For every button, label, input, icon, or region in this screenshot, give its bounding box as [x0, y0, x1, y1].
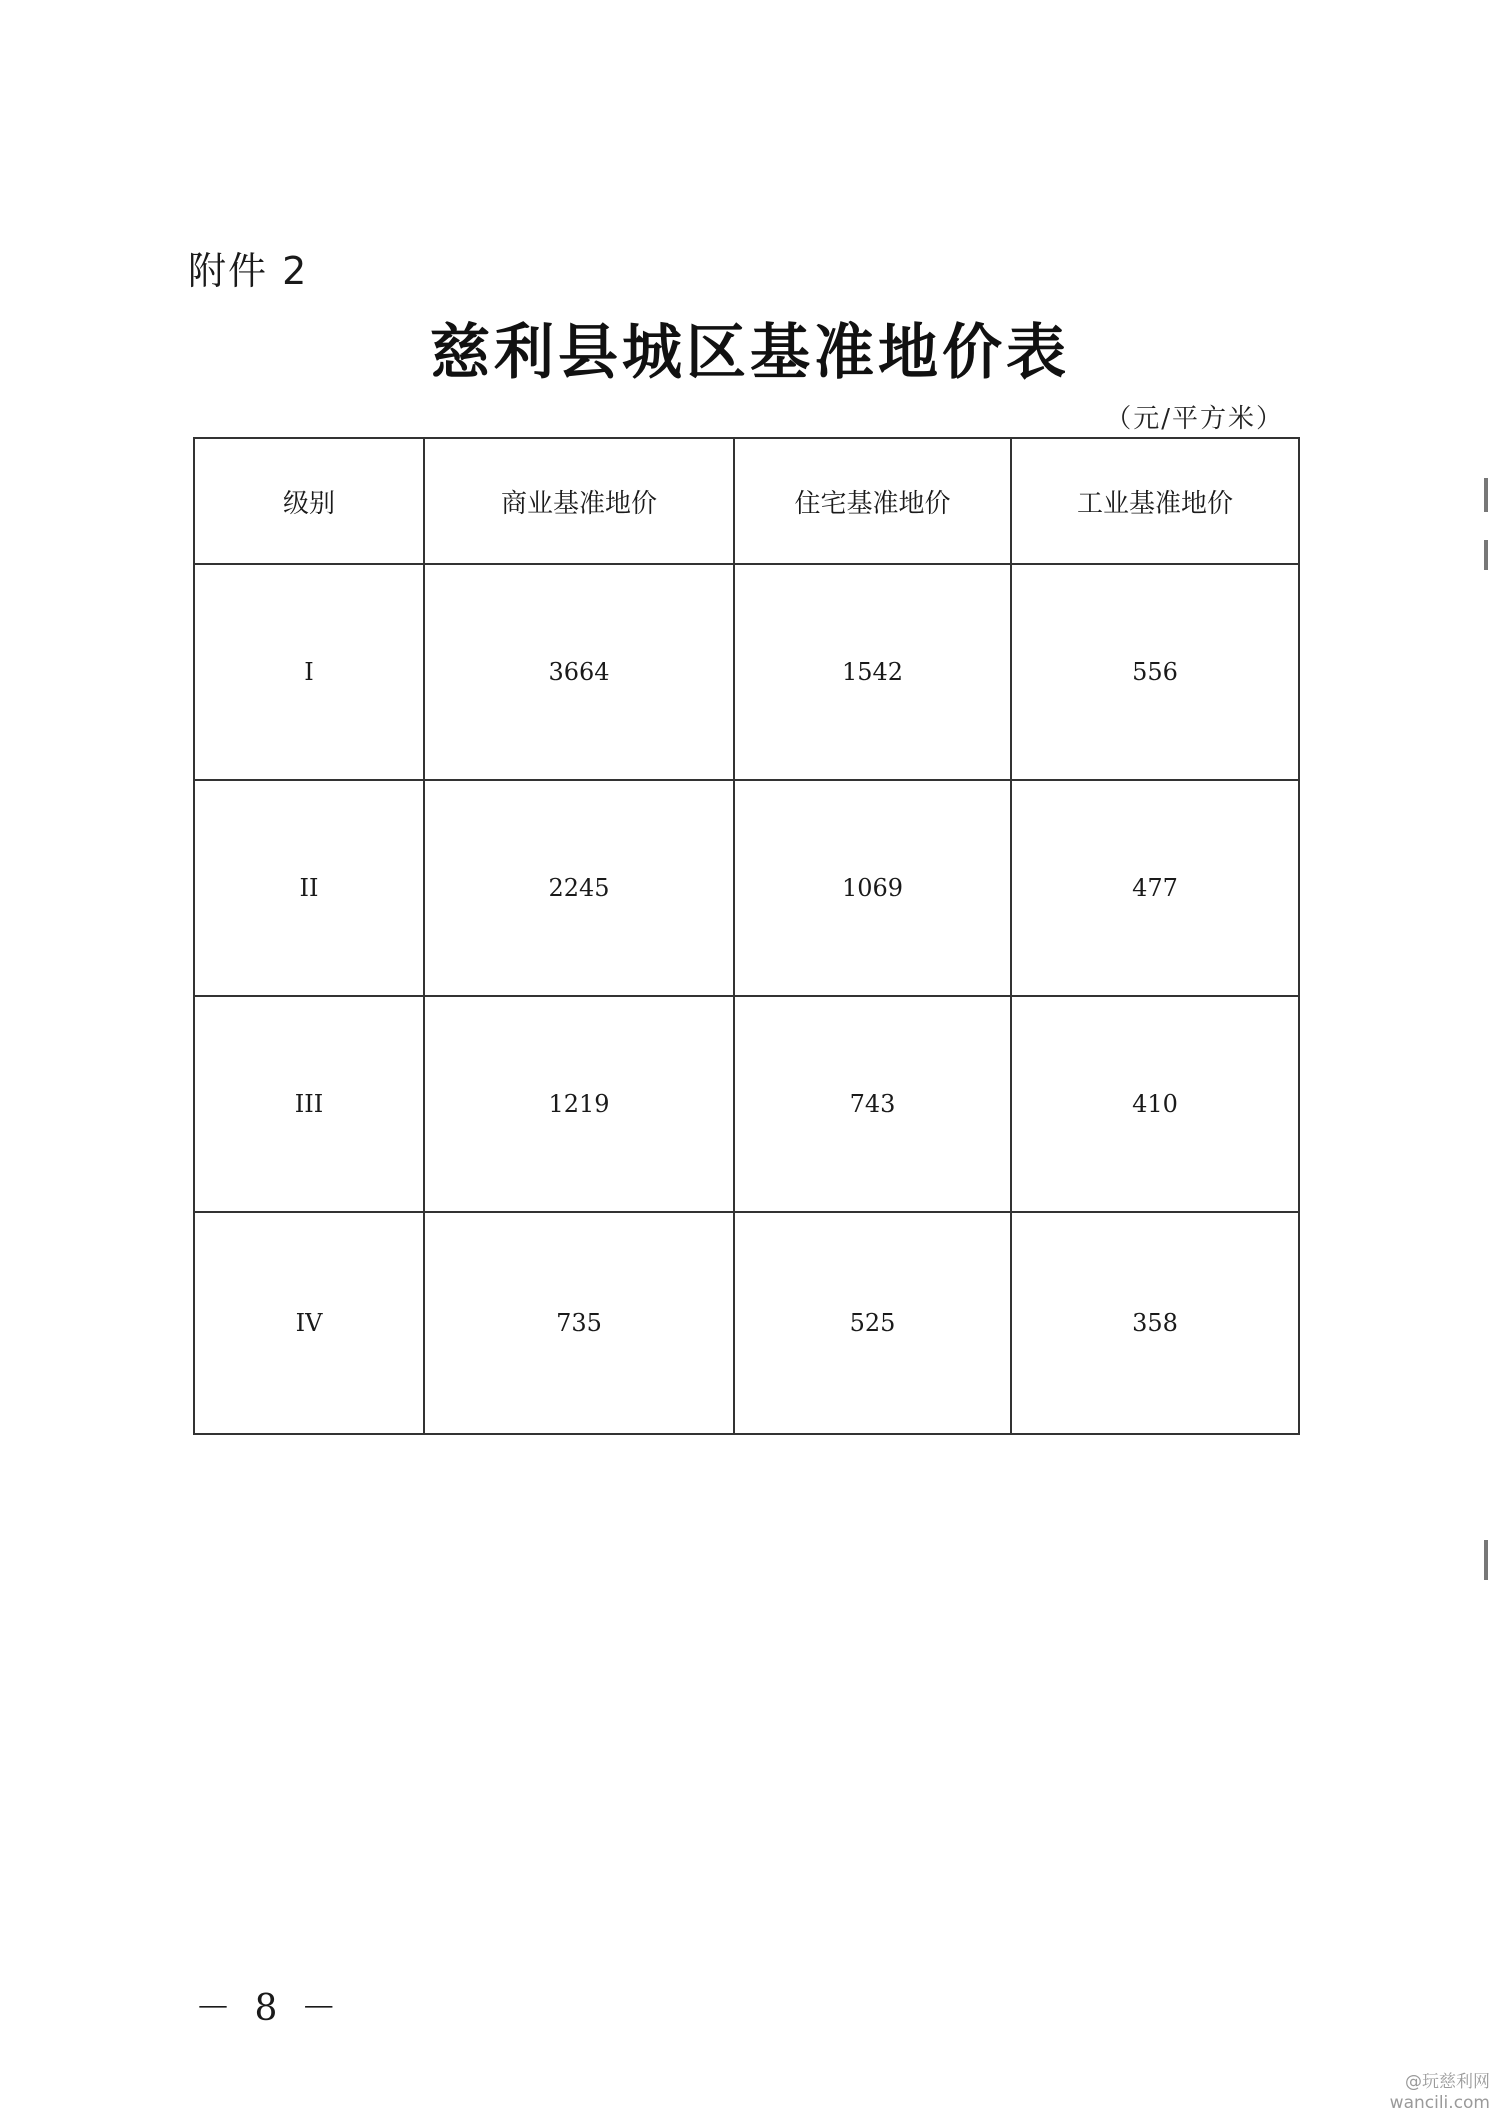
watermark-line-2: wancili.com [1389, 2093, 1490, 2113]
residential-price-cell: 1542 [734, 564, 1011, 780]
attachment-label: 附件 2 [188, 249, 309, 293]
industrial-price-cell: 477 [1011, 780, 1299, 996]
scan-edge-mark [1484, 478, 1488, 512]
commercial-price-cell: 735 [424, 1212, 734, 1434]
grade-cell: IV [194, 1212, 424, 1434]
scan-edge-mark [1484, 1540, 1488, 1580]
table-row [194, 996, 1299, 1212]
header-grade: 级别 [194, 438, 424, 564]
industrial-price-cell: 556 [1011, 564, 1299, 780]
commercial-price-cell: 1219 [424, 996, 734, 1212]
residential-price-cell: 525 [734, 1212, 1011, 1434]
header-commercial: 商业基准地价 [424, 438, 734, 564]
commercial-price-cell: 2245 [424, 780, 734, 996]
grade-cell: I [194, 564, 424, 780]
header-industrial: 工业基准地价 [1011, 438, 1299, 564]
residential-price-cell: 1069 [734, 780, 1011, 996]
grade-cell: II [194, 780, 424, 996]
page-number: － 8 － [195, 1988, 343, 2029]
scan-edge-mark [1484, 540, 1488, 570]
commercial-price-cell: 3664 [424, 564, 734, 780]
land-price-table [193, 437, 1300, 1435]
industrial-price-cell: 410 [1011, 996, 1299, 1212]
document-title: 慈利县城区基准地价表 [430, 318, 1070, 388]
table-row [194, 1212, 1299, 1434]
table-row [194, 564, 1299, 780]
header-residential: 住宅基准地价 [734, 438, 1011, 564]
grade-cell: III [194, 996, 424, 1212]
industrial-price-cell: 358 [1011, 1212, 1299, 1434]
watermark-line-1: @玩慈利网 [1405, 2072, 1490, 2092]
residential-price-cell: 743 [734, 996, 1011, 1212]
table-header-row [194, 438, 1299, 564]
table-row [194, 780, 1299, 996]
watermark [1390, 2072, 1490, 2114]
unit-note: （元/平方米） [1105, 404, 1284, 434]
